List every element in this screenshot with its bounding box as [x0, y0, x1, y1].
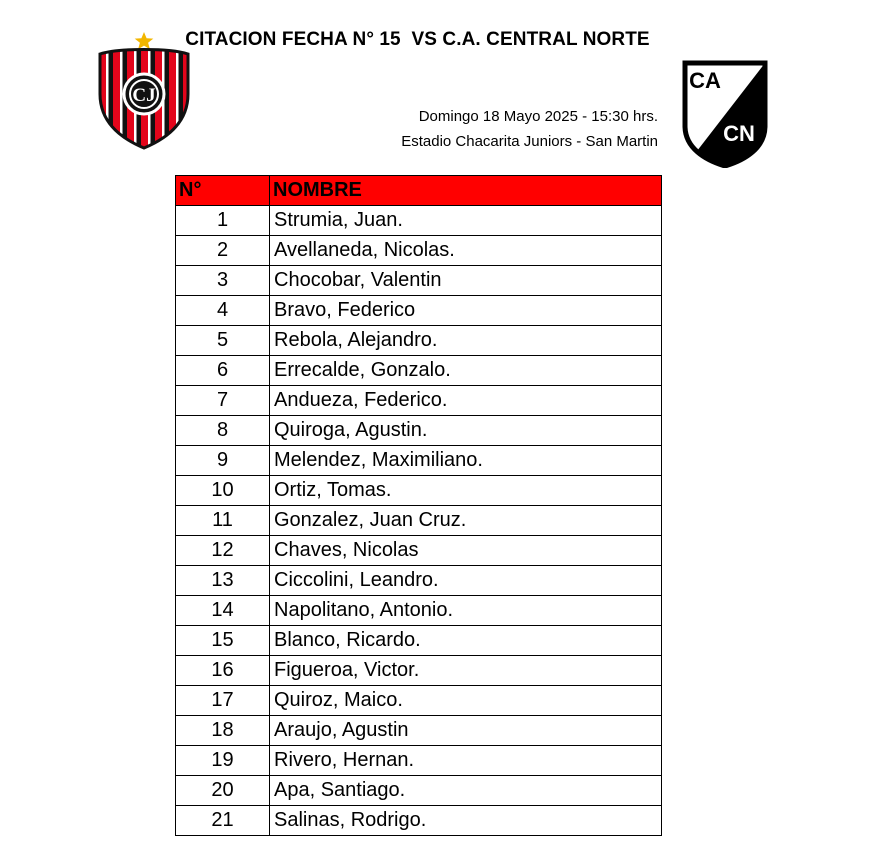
table-row	[176, 806, 662, 836]
player-number: 7	[176, 386, 270, 416]
player-number: 12	[176, 536, 270, 566]
player-name: Apa, Santiago.	[270, 776, 662, 806]
player-number: 18	[176, 716, 270, 746]
player-name: Errecalde, Gonzalo.	[270, 356, 662, 386]
player-name: Araujo, Agustin	[270, 716, 662, 746]
player-number: 11	[176, 506, 270, 536]
player-name: Avellaneda, Nicolas.	[270, 236, 662, 266]
column-header-name: NOMBRE	[270, 176, 662, 206]
player-number: 4	[176, 296, 270, 326]
player-number: 17	[176, 686, 270, 716]
cj-monogram-icon	[124, 74, 164, 114]
table-row	[176, 776, 662, 806]
svg-text:CA: CA	[689, 68, 721, 93]
player-name: Napolitano, Antonio.	[270, 596, 662, 626]
player-name: Gonzalez, Juan Cruz.	[270, 506, 662, 536]
table-row	[176, 686, 662, 716]
svg-text:CJ: CJ	[132, 85, 156, 106]
player-number: 20	[176, 776, 270, 806]
player-number: 19	[176, 746, 270, 776]
match-date: Domingo 18 Mayo 2025 - 15:30 hrs.	[418, 108, 658, 125]
player-name: Quiroz, Maico.	[270, 686, 662, 716]
table-row	[176, 746, 662, 776]
player-number: 6	[176, 356, 270, 386]
player-number: 10	[176, 476, 270, 506]
player-name: Ortiz, Tomas.	[270, 476, 662, 506]
player-number: 3	[176, 266, 270, 296]
player-number: 15	[176, 626, 270, 656]
table-row	[176, 386, 662, 416]
player-name: Rivero, Hernan.	[270, 746, 662, 776]
table-row	[176, 596, 662, 626]
table-row	[176, 536, 662, 566]
table-row	[176, 326, 662, 356]
roster-body	[176, 206, 662, 836]
player-name: Melendez, Maximiliano.	[270, 446, 662, 476]
table-row	[176, 716, 662, 746]
roster-header-row	[176, 176, 662, 206]
match-info	[401, 104, 658, 154]
table-row	[176, 626, 662, 656]
match-venue: Estadio Chacarita Juniors - San Martin	[401, 133, 658, 150]
table-row	[176, 446, 662, 476]
player-number: 14	[176, 596, 270, 626]
table-row	[176, 296, 662, 326]
player-name: Ciccolini, Leandro.	[270, 566, 662, 596]
player-number: 13	[176, 566, 270, 596]
player-name: Quiroga, Agustin.	[270, 416, 662, 446]
player-name: Andueza, Federico.	[270, 386, 662, 416]
page-title: CITACION FECHA N° 15 VS C.A. CENTRAL NORTE	[185, 29, 650, 50]
player-number: 9	[176, 446, 270, 476]
roster-table	[175, 175, 662, 836]
player-name: Chaves, Nicolas	[270, 536, 662, 566]
table-row	[176, 266, 662, 296]
table-row	[176, 356, 662, 386]
table-row	[176, 476, 662, 506]
column-header-number: N°	[176, 176, 270, 206]
player-name: Rebola, Alejandro.	[270, 326, 662, 356]
player-number: 8	[176, 416, 270, 446]
table-row	[176, 656, 662, 686]
table-row	[176, 506, 662, 536]
svg-text:CN: CN	[723, 121, 755, 146]
player-name: Blanco, Ricardo.	[270, 626, 662, 656]
player-number: 1	[176, 206, 270, 236]
player-number: 5	[176, 326, 270, 356]
player-number: 21	[176, 806, 270, 836]
player-name: Bravo, Federico	[270, 296, 662, 326]
central-norte-crest-logo	[681, 60, 769, 168]
player-name: Salinas, Rodrigo.	[270, 806, 662, 836]
table-row	[176, 566, 662, 596]
player-name: Figueroa, Victor.	[270, 656, 662, 686]
player-name: Strumia, Juan.	[270, 206, 662, 236]
table-row	[176, 236, 662, 266]
table-row	[176, 416, 662, 446]
table-row	[176, 206, 662, 236]
player-number: 16	[176, 656, 270, 686]
player-number: 2	[176, 236, 270, 266]
player-name: Chocobar, Valentin	[270, 266, 662, 296]
